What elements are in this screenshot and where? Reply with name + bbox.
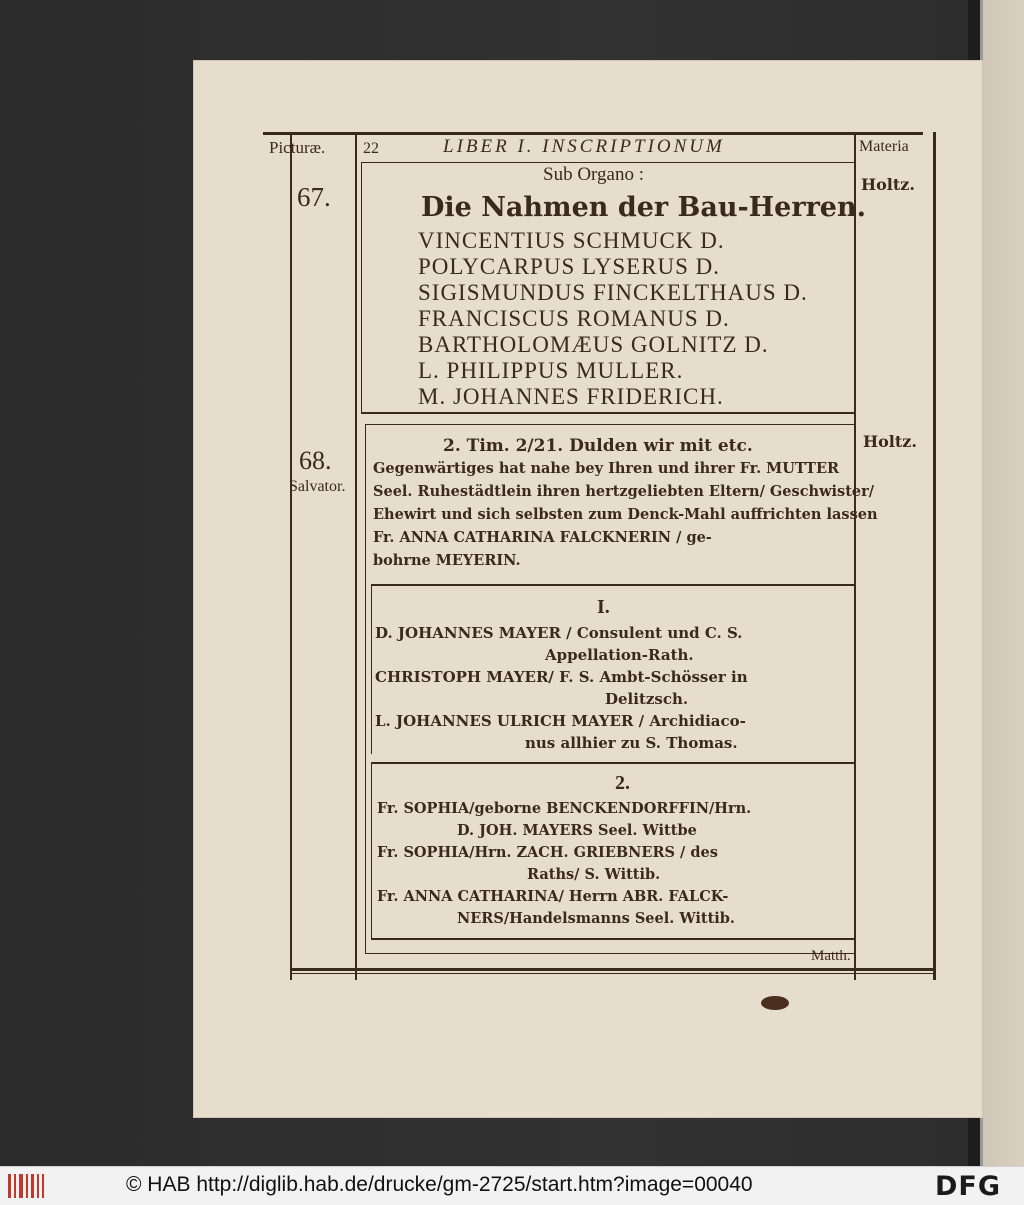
dfg-logo: DFG [935, 1171, 1002, 1202]
name-line: BARTHOLOMÆUS GOLNITZ D. [418, 332, 769, 357]
name-line: VINCENTIUS SCHMUCK D. [418, 228, 725, 253]
ink-blot [761, 996, 789, 1010]
section1-line: D. JOHANNES MAYER / Consulent und C. S. [375, 624, 743, 642]
frame-left-rule [290, 132, 292, 980]
frame-bottom-rule [290, 968, 936, 971]
section2-top-rule [371, 762, 855, 764]
entry68-box-top [365, 424, 855, 425]
name-line: POLYCARPUS LYSERUS D. [418, 254, 721, 279]
section2-lines [377, 800, 853, 932]
section2-number: 2. [615, 772, 630, 794]
section2-line: Raths/ S. Wittib. [527, 866, 661, 883]
running-title: LIBER I. INSCRIPTIONUM [443, 136, 725, 157]
footer-bar [0, 1166, 1024, 1205]
entry67-number: 67. [297, 182, 331, 212]
section2-line: Fr. ANNA CATHARINA/ Herrn ABR. FALCK- [377, 888, 729, 905]
name-line: SIGISMUNDUS FINCKELTHAUS D. [418, 280, 808, 305]
name-line: M. JOHANNES FRIDERICH. [418, 384, 724, 409]
paragraph-line: bohrne MEYERIN. [373, 552, 521, 569]
paragraph-line: Ehewirt und sich selbsten zum Denck-Mahl auffrichten lassen [373, 506, 878, 523]
catchword: Matth. [811, 948, 851, 964]
section1-line: nus allhier zu S. Thomas. [525, 734, 738, 752]
entry67-box-top [361, 162, 855, 163]
entry68-number: 68. [299, 446, 332, 475]
header-right-column: Materia [859, 138, 909, 155]
entry68-box-bottom [365, 953, 855, 954]
frame-right-rule [933, 132, 936, 980]
frame-bottom-rule-2 [290, 973, 936, 974]
section1-lines [375, 624, 851, 756]
entry67-box-left [361, 162, 362, 414]
entry68-verse: 2. Tim. 2/21. Dulden wir mit etc. [443, 436, 753, 456]
section2-line: Fr. SOPHIA/geborne BENCKENDORFFIN/Hrn. [377, 800, 752, 817]
section1-line: Delitzsch. [605, 690, 689, 708]
section1-left-rule [371, 584, 372, 754]
name-line: FRANCISCUS ROMANUS D. [418, 306, 730, 331]
paragraph-line: Fr. ANNA CATHARINA FALCKNERIN / ge- [373, 529, 712, 546]
section2-left-rule [371, 762, 372, 938]
library-barcode-icon [6, 1171, 46, 1201]
book-page [193, 60, 983, 1118]
page-number: 22 [363, 140, 379, 157]
header-left-column: Picturæ. [269, 138, 326, 157]
section1-line: L. JOHANNES ULRICH MAYER / Archidiaco- [375, 712, 746, 730]
entry68-box-left [365, 424, 366, 954]
entry67-names [418, 228, 808, 410]
section2-line: Fr. SOPHIA/Hrn. ZACH. GRIEBNERS / des [377, 844, 718, 861]
name-line: L. PHILIPPUS MULLER. [418, 358, 684, 383]
entry67-box-bottom [361, 412, 855, 414]
section2-line: NERS/Handelsmanns Seel. Wittib. [457, 910, 735, 927]
paragraph-line: Seel. Ruhestädtlein ihren hertzgeliebten Eltern/ Geschwister/ [373, 483, 875, 500]
entry67-material: Holtz. [861, 175, 915, 194]
section1-top-rule [371, 584, 855, 586]
entry68-subject: Salvator. [289, 478, 346, 495]
entry68-material: Holtz. [863, 432, 917, 451]
section1-line: CHRISTOPH MAYER/ F. S. Ambt-Schösser in [375, 668, 748, 686]
frame-inner-left-rule [355, 132, 357, 980]
paragraph-line: Gegenwärtiges hat nahe bey Ihren und ihrer Fr. MUTTER [373, 460, 840, 477]
section1-line: Appellation-Rath. [545, 646, 694, 664]
copyright-link[interactable]: © HAB http://diglib.hab.de/drucke/gm-2725/start.htm?image=00040 [126, 1173, 753, 1196]
section2-line: D. JOH. MAYERS Seel. Wittbe [457, 822, 697, 839]
entry67-caption: Sub Organo : [543, 164, 644, 185]
frame-top-rule [263, 132, 923, 135]
section1-number: I. [597, 596, 610, 618]
entry68-paragraph [373, 460, 878, 575]
section2-bottom-rule [371, 938, 855, 940]
entry67-heading: Die Nahmen der Bau-Herren. [421, 192, 867, 223]
